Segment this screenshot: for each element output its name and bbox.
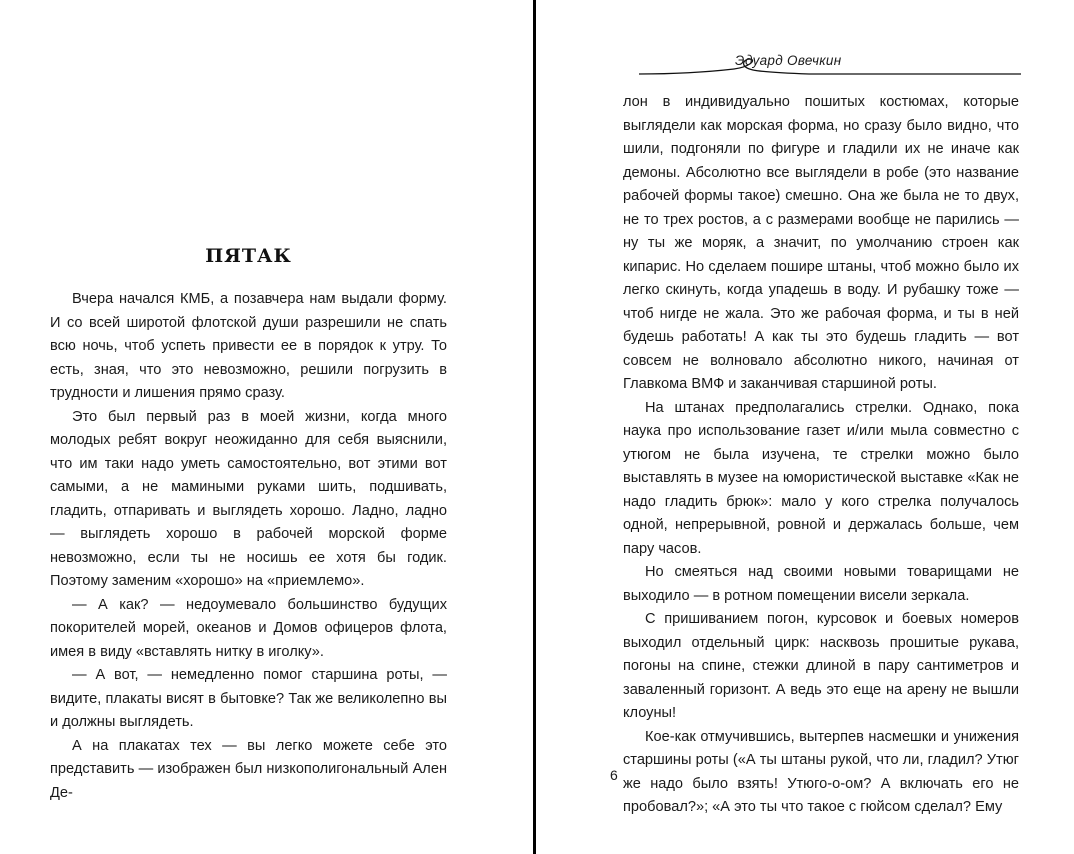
- right-page: [539, 0, 1074, 854]
- book-spine-divider: [533, 0, 536, 854]
- right-page-text: [623, 91, 1019, 820]
- left-page-text: [50, 288, 447, 805]
- paragraph: С пришиванием погон, курсовок и боевых номеров выходил отдельный цирк: насквозь прошитые рукава, погоны на спине, стежки длиной в пару сантиметров и заваленный горизонт. А ведь это еще на арену не вышли клоуны!: [623, 611, 1019, 721]
- paragraph: — А как? — недоумевало большинство будущих покорителей морей, океанов и Домов офицеров флота, имея в виду «вставлять нитку в иголку».: [50, 596, 447, 660]
- running-header-author: Эдуард Овечкин: [735, 53, 842, 68]
- paragraph: Это был первый раз в моей жизни, когда много молодых ребят вокруг неожиданно для себя выяснили, что им таки надо уметь самостоятельно, вот этими вот самыми, а не мамиными руками шить, подшивать, гладить, отпаривать и выглядеть хорошо. Ладно, ладно — выглядеть хорошо в рабочей морской форме невозможно, если ты не носишь ее хотя бы годик. Поэтому заменим «хорошо» на «приемлемо».: [50, 408, 447, 589]
- paragraph: лон в индивидуально пошитых костюмах, которые выглядели как морская форма, но сразу было видно, что шили, подгоняли по фигуре и гладили их не иначе как демоны. Абсолютно все выглядели в робе (это название рабочей формы такое) смешно. Она же была не то двух, не то трех ростов, а с размерами вообще не парились — ну ты же моряк, а значит, по умолчанию строен как кипарис. Но сделаем пошире штаны, чтоб можно было их легко скинуть, когда упадешь в воду. И рубашку тоже — чтоб нигде не жала. Это же рабочая форма, и ты в ней будешь работать! А как ты это будешь гладить — вот совсем не волновало абсолютно никого, начиная от Главкома ВМФ и заканчивая старшиной роты.: [623, 94, 1019, 392]
- page-number: 6: [610, 767, 618, 783]
- paragraph: А на плакатах тех — вы легко можете себе это представить — изображен был низкополигональный Ален Де-: [50, 737, 447, 801]
- paragraph: Вчера начался КМБ, а позавчера нам выдали форму. И со всей широтой флотской души разрешили не спать всю ночь, чтоб успеть привести ее в порядок к утру. То есть, зная, что это невозможно, решили погрузить в трудности и лишения прямо сразу.: [50, 291, 447, 401]
- paragraph: Но смеяться над своими новыми товарищами не выходило — в ротном помещении висели зеркала.: [623, 564, 1019, 604]
- paragraph: — А вот, — немедленно помог старшина роты, — видите, плакаты висят в бытовке? Так же великолепно вы и должны выглядеть.: [50, 667, 447, 730]
- paragraph: Кое-как отмучившись, вытерпев насмешки и унижения старшины роты («А ты штаны рукой, что ли, гладил? Утюг же надо было взять! Утюго-о-ом? А включать его не пробовал?»; «А это ты что такое с гюйсом сделал? Ему: [623, 728, 1019, 815]
- left-page: [0, 0, 533, 854]
- paragraph: На штанах предполагались стрелки. Однако, пока наука про использование газет и/или мыла совместно с утюгом не была изучена, те стрелки можно было выставлять в музее на юмористической выставке «Как не надо гладить брюк»: мало у кого стрелка получалось одной, непрерывной, ровной и держалась больше, чем пару часов.: [623, 399, 1019, 557]
- chapter-title: ПЯТАК: [205, 245, 292, 267]
